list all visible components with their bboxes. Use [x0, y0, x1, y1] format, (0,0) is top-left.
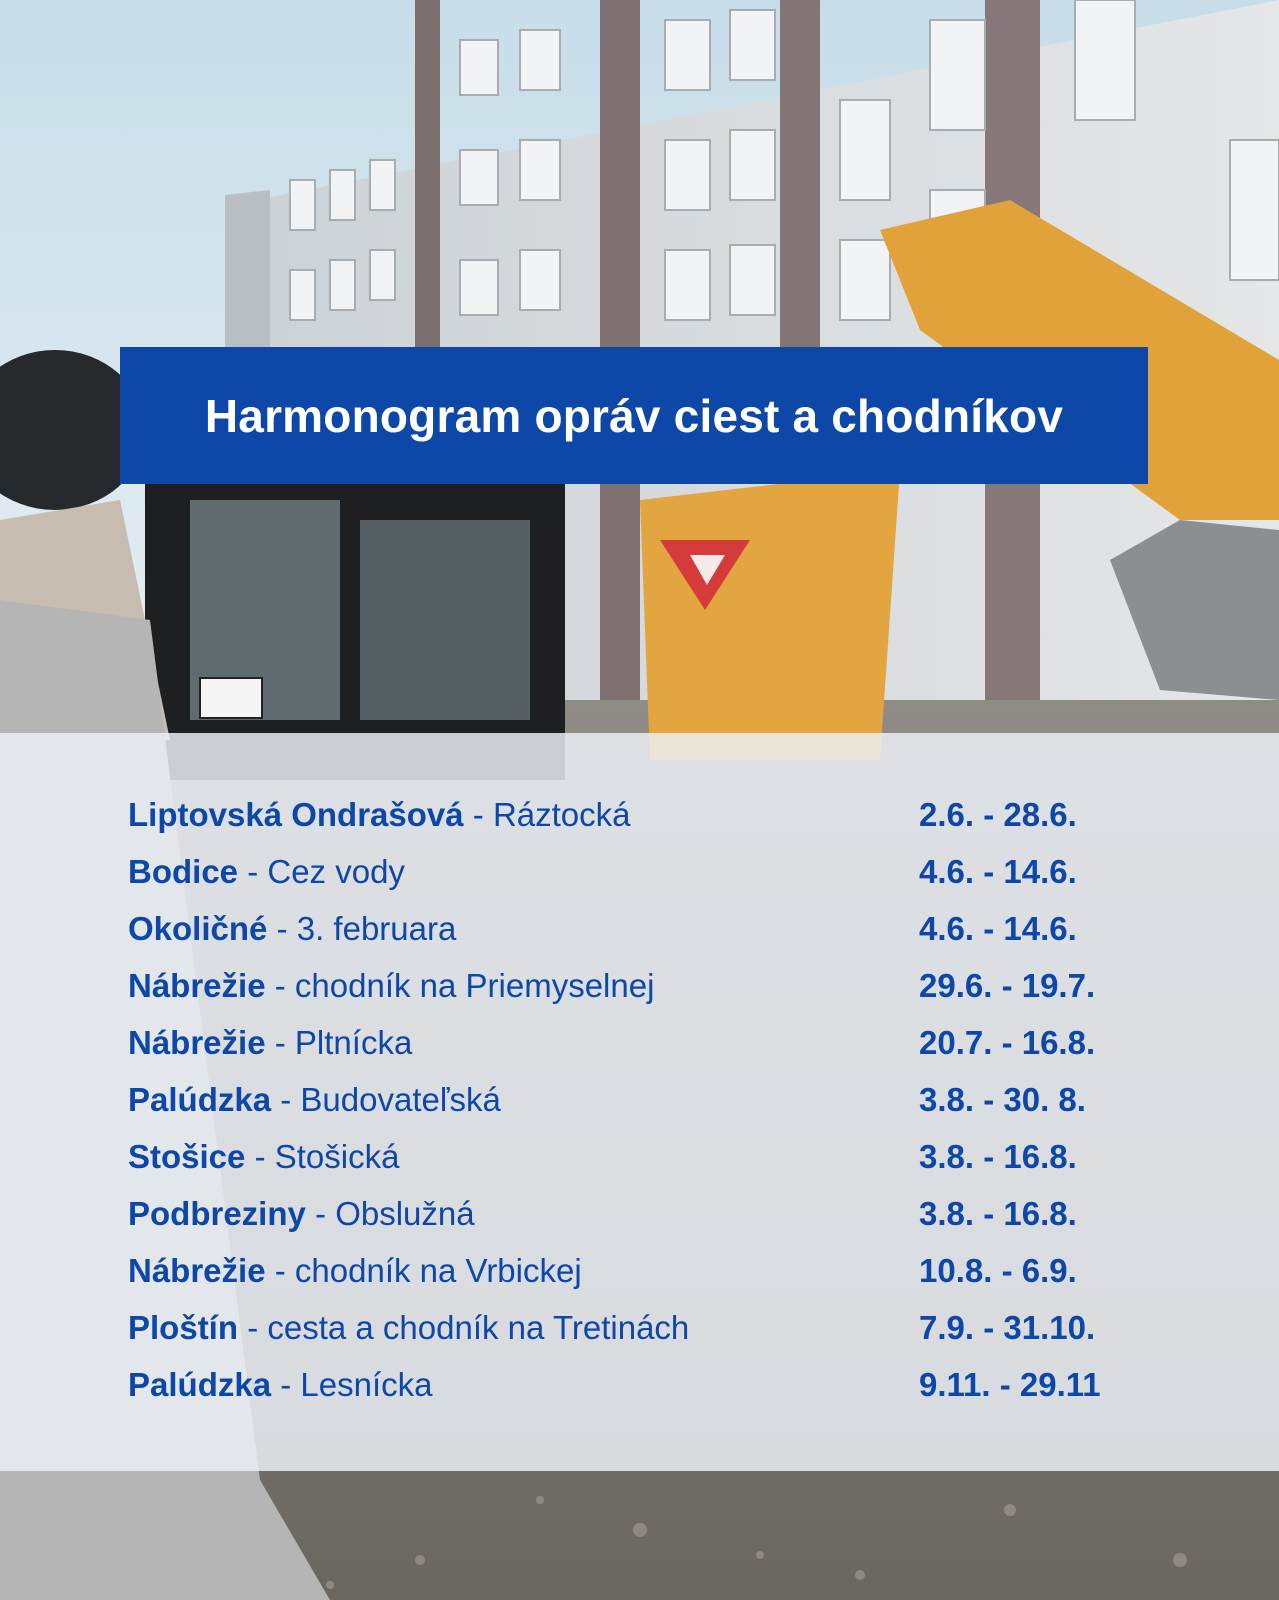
row-separator: - — [276, 910, 288, 947]
schedule-row — [128, 844, 1148, 900]
row-dates: 29.6. - 19.7. — [919, 967, 1096, 1004]
row-separator: - — [247, 1309, 259, 1346]
title-banner — [120, 347, 1148, 484]
schedule-row — [128, 1186, 1148, 1242]
row-separator: - — [280, 1081, 292, 1118]
schedule-row — [128, 1015, 1148, 1071]
row-street: Stošická — [274, 1138, 400, 1175]
schedule-row — [128, 1357, 1148, 1413]
schedule-row — [128, 901, 1148, 957]
row-street: Budovateľská — [300, 1081, 501, 1118]
row-street: 3. februara — [296, 910, 457, 947]
schedule-row — [128, 958, 1148, 1014]
row-dates: 7.9. - 31.10. — [919, 1309, 1096, 1346]
row-dates: 4.6. - 14.6. — [919, 910, 1077, 947]
row-place: Okoličné — [128, 910, 268, 947]
row-place: Podbreziny — [128, 1195, 306, 1232]
row-separator: - — [274, 967, 286, 1004]
row-dates: 10.8. - 6.9. — [919, 1252, 1077, 1289]
row-separator: - — [254, 1138, 266, 1175]
schedule-row — [128, 787, 1148, 843]
row-street: Obslužná — [335, 1195, 475, 1232]
row-street: Ráztocká — [492, 796, 631, 833]
row-dates: 2.6. - 28.6. — [919, 796, 1077, 833]
row-dates: 3.8. - 16.8. — [919, 1195, 1077, 1232]
row-separator: - — [472, 796, 484, 833]
row-street: Pltnícka — [294, 1024, 413, 1061]
page-title: Harmonogram opráv ciest a chodníkov — [204, 389, 1064, 442]
row-place: Liptovská Ondrašová — [128, 796, 464, 833]
row-place: Stošice — [128, 1138, 246, 1175]
row-street: chodník na Vrbickej — [294, 1252, 582, 1289]
row-street: cesta a chodník na Tretinách — [267, 1309, 690, 1346]
row-place: Nábrežie — [128, 1252, 266, 1289]
row-separator: - — [274, 1252, 286, 1289]
row-street: Cez vody — [267, 853, 405, 890]
row-separator: - — [274, 1024, 286, 1061]
row-dates: 9.11. - 29.11 — [919, 1366, 1101, 1403]
row-dates: 4.6. - 14.6. — [919, 853, 1077, 890]
row-separator: - — [315, 1195, 327, 1232]
row-street: Lesnícka — [300, 1366, 433, 1403]
row-place: Nábrežie — [128, 967, 266, 1004]
row-separator: - — [247, 853, 259, 890]
row-place: Ploštín — [128, 1309, 239, 1346]
row-dates: 20.7. - 16.8. — [919, 1024, 1096, 1061]
schedule-row — [128, 1129, 1148, 1185]
row-place: Palúdzka — [128, 1081, 272, 1118]
schedule-row — [128, 1072, 1148, 1128]
schedule-row — [128, 1243, 1148, 1299]
row-place: Bodice — [128, 853, 239, 890]
row-dates: 3.8. - 30. 8. — [919, 1081, 1086, 1118]
row-street: chodník na Priemyselnej — [294, 967, 655, 1004]
row-separator: - — [280, 1366, 292, 1403]
schedule-panel — [0, 733, 1279, 1471]
schedule-row — [128, 1300, 1148, 1356]
row-place: Palúdzka — [128, 1366, 272, 1403]
row-dates: 3.8. - 16.8. — [919, 1138, 1077, 1175]
row-place: Nábrežie — [128, 1024, 266, 1061]
